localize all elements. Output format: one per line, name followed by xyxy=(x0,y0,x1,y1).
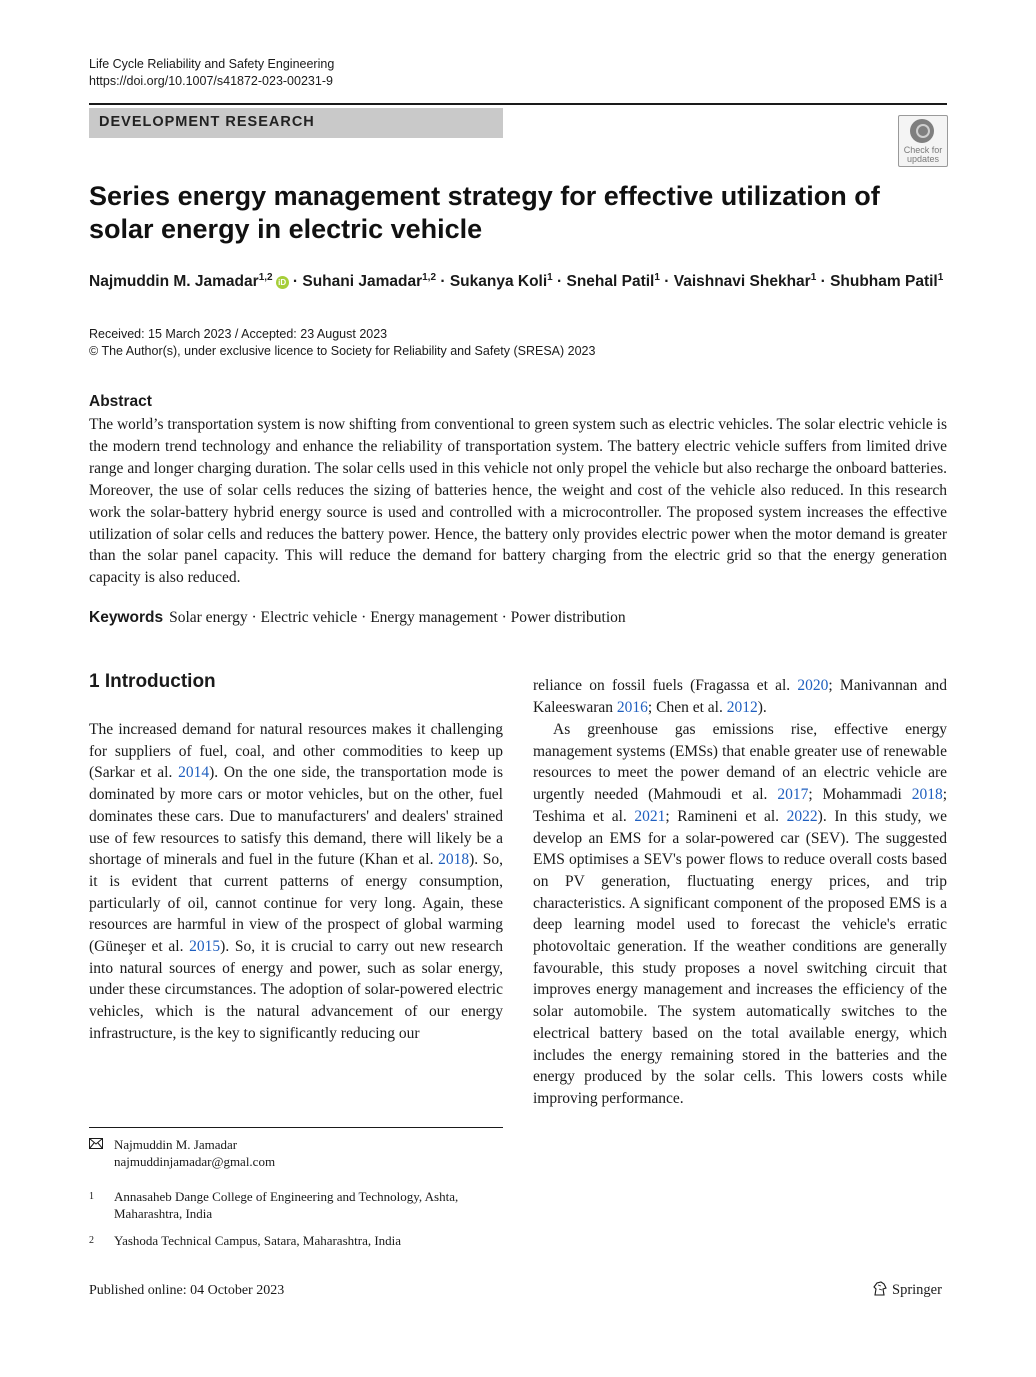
citation-link[interactable]: 2022 xyxy=(786,807,818,825)
journal-info xyxy=(89,56,334,90)
author-name: Shubham Patil xyxy=(830,273,938,291)
keywords-list: Solar energy · Electric vehicle · Energy management · Power distribution xyxy=(169,609,626,626)
corresponding-author-name: Najmuddin M. Jamadar xyxy=(114,1137,238,1152)
corresponding-author-email[interactable]: najmuddinjamadar@gmal.com xyxy=(114,1154,276,1169)
author-separator: · xyxy=(816,273,831,291)
footnote-rule xyxy=(89,1127,503,1128)
citation-link[interactable]: 2012 xyxy=(726,698,758,716)
citation-link[interactable]: 2017 xyxy=(777,786,809,804)
doi-link[interactable]: https://doi.org/10.1007/s41872-023-00231-9 xyxy=(89,74,333,88)
citation-link[interactable]: 2018 xyxy=(911,786,943,804)
published-date: Published online: 04 October 2023 xyxy=(89,1283,285,1298)
affiliation-1 xyxy=(89,1188,503,1222)
author-separator: · xyxy=(552,273,567,291)
author-separator: · xyxy=(288,273,303,291)
keywords xyxy=(89,609,626,627)
journal-name: Life Cycle Reliability and Safety Engineering xyxy=(89,57,335,71)
abstract-heading: Abstract xyxy=(89,393,152,410)
affiliation-2-text: Yashoda Technical Campus, Satara, Maharashtra, India xyxy=(114,1233,402,1248)
citation-link[interactable]: 2021 xyxy=(634,807,666,825)
author-affiliation-marker: 1 xyxy=(810,272,817,283)
header-rule xyxy=(89,103,947,105)
intro-paragraph-1-continued: reliance on fossil fuels (Fragassa et al. 2020; Manivannan and Kaleeswaran 2016; Chen et al. 2012). xyxy=(533,677,947,716)
author-separator: · xyxy=(436,273,450,291)
author-name: Suhani Jamadar xyxy=(302,273,423,291)
springer-horse-icon xyxy=(872,1281,888,1297)
check-updates-icon xyxy=(910,119,934,143)
citation-link[interactable]: 2014 xyxy=(178,764,210,782)
author-affiliation-marker: 1 xyxy=(654,272,660,283)
received-accepted: Received: 15 March 2023 / Accepted: 23 August 2023 xyxy=(89,327,388,341)
author-separator: · xyxy=(659,273,674,291)
orcid-icon[interactable]: iD xyxy=(276,276,289,289)
affiliation-1-text: Annasaheb Dange College of Engineering and Technology, Ashta, Maharashtra, India xyxy=(114,1189,459,1221)
intro-paragraph-2: As greenhouse gas emissions rise, effective energy management systems (EMSs) that enable greater use of renewable resources to meet the power demand of an electric vehicle are urgently needed (Mahmoudi et al. 2017; Mohammadi 2018; Teshima et al. 2021; Ramineni et al. 2022). In this study, we develop an EMS for a solar-powered car (SEV). The suggested EMS optimises a SEV's power flows to reduce overall costs based on PV generation, fluctuating energy prices, and trip characteristics. A significant component of the proposed EMS is a deep learning model used to forecast the vehicle's erratic photovoltaic generation. If the weather conditions are generally favourable, this study proposes a novel switching circuit that improves energy management and increases the efficiency of the solar automobile. The system automatically switches to the electrical battery based on the total available energy, which includes the energy remaining stored in the batteries and the energy produced by the solar cells. This lowers costs while improving performance. xyxy=(533,721,947,1107)
author-list xyxy=(89,272,959,291)
citation-link[interactable]: 2018 xyxy=(438,851,470,869)
author-affiliation-marker: 1,2 xyxy=(258,272,273,283)
author-name: Vaishnavi Shekhar xyxy=(673,273,811,291)
envelope-icon xyxy=(89,1136,103,1153)
section-label: DEVELOPMENT RESEARCH xyxy=(99,114,315,130)
author-name: Najmuddin M. Jamadar xyxy=(89,273,259,291)
author-name: Sukanya Koli xyxy=(449,273,548,291)
publisher-name: Springer xyxy=(892,1282,942,1298)
section-banner xyxy=(89,108,503,138)
publisher-logo xyxy=(872,1281,942,1299)
author-name: Snehal Patil xyxy=(566,273,655,291)
article-title: Series energy management strategy for effective utilization of solar energy in electric vehicle xyxy=(89,181,880,244)
author-affiliation-marker: 1 xyxy=(547,272,553,283)
citation-link[interactable]: 2016 xyxy=(616,698,648,716)
author-affiliation-marker: 1,2 xyxy=(422,272,437,283)
corresponding-author-note xyxy=(89,1136,503,1170)
citation-link[interactable]: 2020 xyxy=(797,677,829,694)
dates-block xyxy=(89,326,595,360)
copyright-line: © The Author(s), under exclusive licence to Society for Reliability and Safety (SRESA) 2023 xyxy=(89,344,596,358)
affiliation-2 xyxy=(89,1232,503,1249)
check-updates-label-1: Check for xyxy=(903,145,943,155)
check-updates-label-2: updates xyxy=(906,154,940,164)
author-affiliation-marker: 1 xyxy=(937,272,944,283)
keywords-heading: Keywords xyxy=(89,609,164,626)
citation-link[interactable]: 2015 xyxy=(189,938,221,956)
affiliation-1-marker: 1 xyxy=(89,1191,94,1202)
section-heading-introduction: 1 Introduction xyxy=(89,671,216,692)
abstract-text: The world’s transportation system is now shifting from conventional to green system such as electric vehicles. The solar electric vehicle is the modern trend technology and enhance the reliability of transportation system. The battery electric vehicle suffers from limited drive range and longer charging duration. The solar cells used in this vehicle not only propel the vehicle but also recharge the onboard batteries. Moreover, the use of solar cells reduces the sizing of batteries hence, the weight and cost of the vehicle also reduced. In this research work the solar-battery hybrid energy source is used and controlled with a microcontroller. The proposed system increases the effective utilization of solar cells and reduces the battery power. Hence, the battery only provides electric power when the motor demand is greater than the solar panel capacity. This will reduce the demand for battery charging from the electric grid so that the energy generation capacity is also reduced. xyxy=(89,416,947,587)
check-for-updates-badge[interactable] xyxy=(898,115,948,167)
intro-paragraph-1: The increased demand for natural resources makes it challenging for suppliers of fuel, coal, and other commodities to keep up (Sarkar et al. 2014). On the one side, the transportation mode is dominated by more cars or motor vehicles, but on the other, fuel dominates these cars. Due to manufacturers' and dealers' strained use of few resources to satisfy this demand, there will likely be a shortage of minerals and fuel in the future (Khan et al. 2018). So, it is evident that current patterns of energy consumption, particularly of oil, cannot continue for very long. Again, these resources are harmful in view of the prospect of global warming (Güneşer et al. 2015). So, it is crucial to carry out new research into natural sources of energy and power, such as solar energy, under these circumstances. The adoption of solar-powered electric vehicles, which is the natural advancement of our energy infrastructure, is the key to significantly reducing our xyxy=(89,721,503,1042)
affiliation-2-marker: 2 xyxy=(89,1235,94,1246)
